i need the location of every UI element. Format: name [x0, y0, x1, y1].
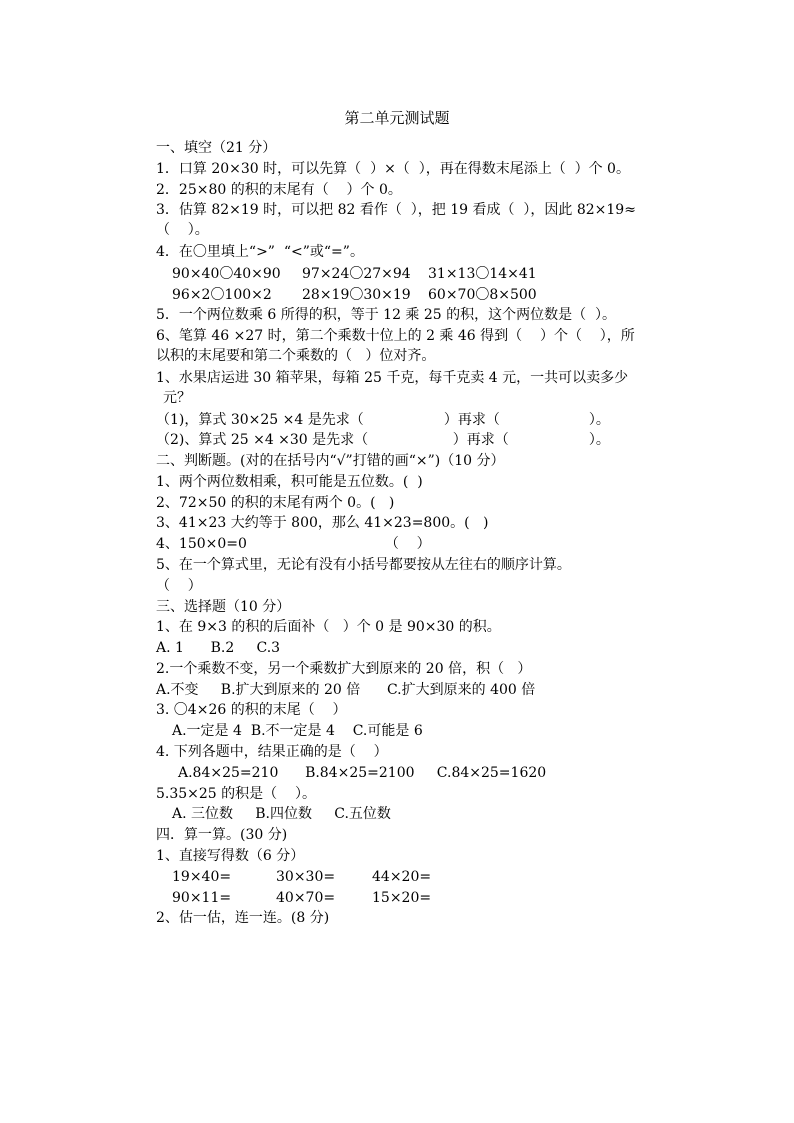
word-problem-line1: 1、水果店运进 30 箱苹果，每箱 25 千克，每千克卖 4 元，一共可以卖多少: [156, 370, 629, 386]
word-problem-sub1: （1)，算式 30×25 ×4 是先求（ ）再求（ ）。: [156, 412, 610, 428]
compare-item: 97×24〇27×94: [302, 266, 411, 282]
compare-item: 60×70〇8×500: [428, 287, 537, 303]
word-problem-line2: 元？: [163, 390, 191, 406]
judge-q2: 2、72×50 的积的末尾有两个 0。( ): [156, 495, 395, 511]
calc-item: 90×11=: [172, 890, 232, 906]
judge-q3: 3、41×23 大约等于 800，那么 41×23=800。( ): [156, 515, 489, 531]
fill-q6-line2: 以积的末尾要和第二个乘数的（ ）位对齐。: [156, 348, 436, 364]
fill-q3-line1: 3．估算 82×19 时，可以把 82 看作（ ），把 19 看成（ ），因此 82×19≈: [156, 202, 636, 218]
fill-q3-line2: （ ）。: [156, 222, 209, 238]
judge-q1: 1、两个两位数相乘，积可能是五位数。( ): [156, 474, 423, 490]
compare-item: 28×19〇30×19: [302, 287, 411, 303]
fill-q4: 4．在〇里填上“>” “<”或“=”。: [156, 244, 364, 260]
section-4-heading: 四．算一算。(30 分): [156, 827, 288, 843]
choice-q1-options: A. 1 B.2 C.3: [156, 640, 281, 656]
compare-item: 31×13〇14×41: [428, 266, 537, 282]
judge-q5-line2: （ ）: [156, 578, 202, 594]
judge-q5-line1: 5、在一个算式里，无论有没有小括号都要按从左往右的顺序计算。: [156, 557, 571, 573]
choice-q3-options: A.一定是 4 B.不一定是 4 C.可能是 6: [172, 723, 423, 739]
section-3-heading: 三、选择题（10 分）: [156, 599, 291, 615]
section-2-heading: 二、判断题。(对的在括号内“√”打错的画“×”)（10 分）: [156, 453, 505, 469]
fill-q2: 2．25×80 的积的末尾有（ ）个 0。: [156, 182, 402, 198]
fill-q6-line1: 6、笔算 46 ×27 时，第二个乘数十位上的 2 乘 46 得到（ ）个（ ），所: [156, 328, 635, 344]
choice-q5-options: A. 三位数 B.四位数 C.五位数: [172, 806, 391, 822]
choice-q4: 4. 下列各题中，结果正确的是（ ）: [156, 744, 388, 760]
calc-item: 15×20=: [372, 890, 432, 906]
calc-item: 44×20=: [372, 869, 432, 885]
fill-q5: 5．一个两位数乘 6 所得的积，等于 12 乘 25 的积，这个两位数是（ ）。: [156, 307, 617, 323]
calc-item: 19×40=: [172, 869, 232, 885]
choice-q5: 5.35×25 的积是（ ）。: [156, 786, 316, 802]
choice-q1: 1、在 9×3 的积的后面补（ ）个 0 是 90×30 的积。: [156, 619, 501, 635]
calc-q2: 2、估一估，连一连。(8 分): [156, 910, 330, 926]
choice-q2: 2.一个乘数不变，另一个乘数扩大到原来的 20 倍，积（ ）: [156, 661, 532, 677]
choice-q2-options: A.不变 B.扩大到原来的 20 倍 C.扩大到原来的 400 倍: [156, 682, 536, 698]
word-problem-sub2: （2)、算式 25 ×4 ×30 是先求（ ）再求（ ）。: [156, 432, 610, 448]
calc-q1: 1、直接写得数（6 分）: [156, 848, 305, 864]
fill-q1: 1．口算 20×30 时，可以先算（ ）×（ ），再在得数末尾添上（ ）个 0。: [156, 161, 630, 177]
page-title: 第二单元测试题: [344, 109, 450, 127]
judge-q4: 4、150×0=0 （ ）: [156, 536, 431, 552]
calc-item: 30×30=: [276, 869, 336, 885]
compare-item: 90×40〇40×90: [172, 266, 281, 282]
section-1-heading: 一、填空（21 分）: [156, 140, 277, 156]
choice-q4-options: A.84×25=210 B.84×25=2100 C.84×25=1620: [178, 765, 547, 781]
choice-q3: 3. 〇4×26 的积的末尾（ ）: [156, 702, 347, 718]
calc-item: 40×70=: [276, 890, 336, 906]
compare-item: 96×2〇100×2: [172, 287, 272, 303]
